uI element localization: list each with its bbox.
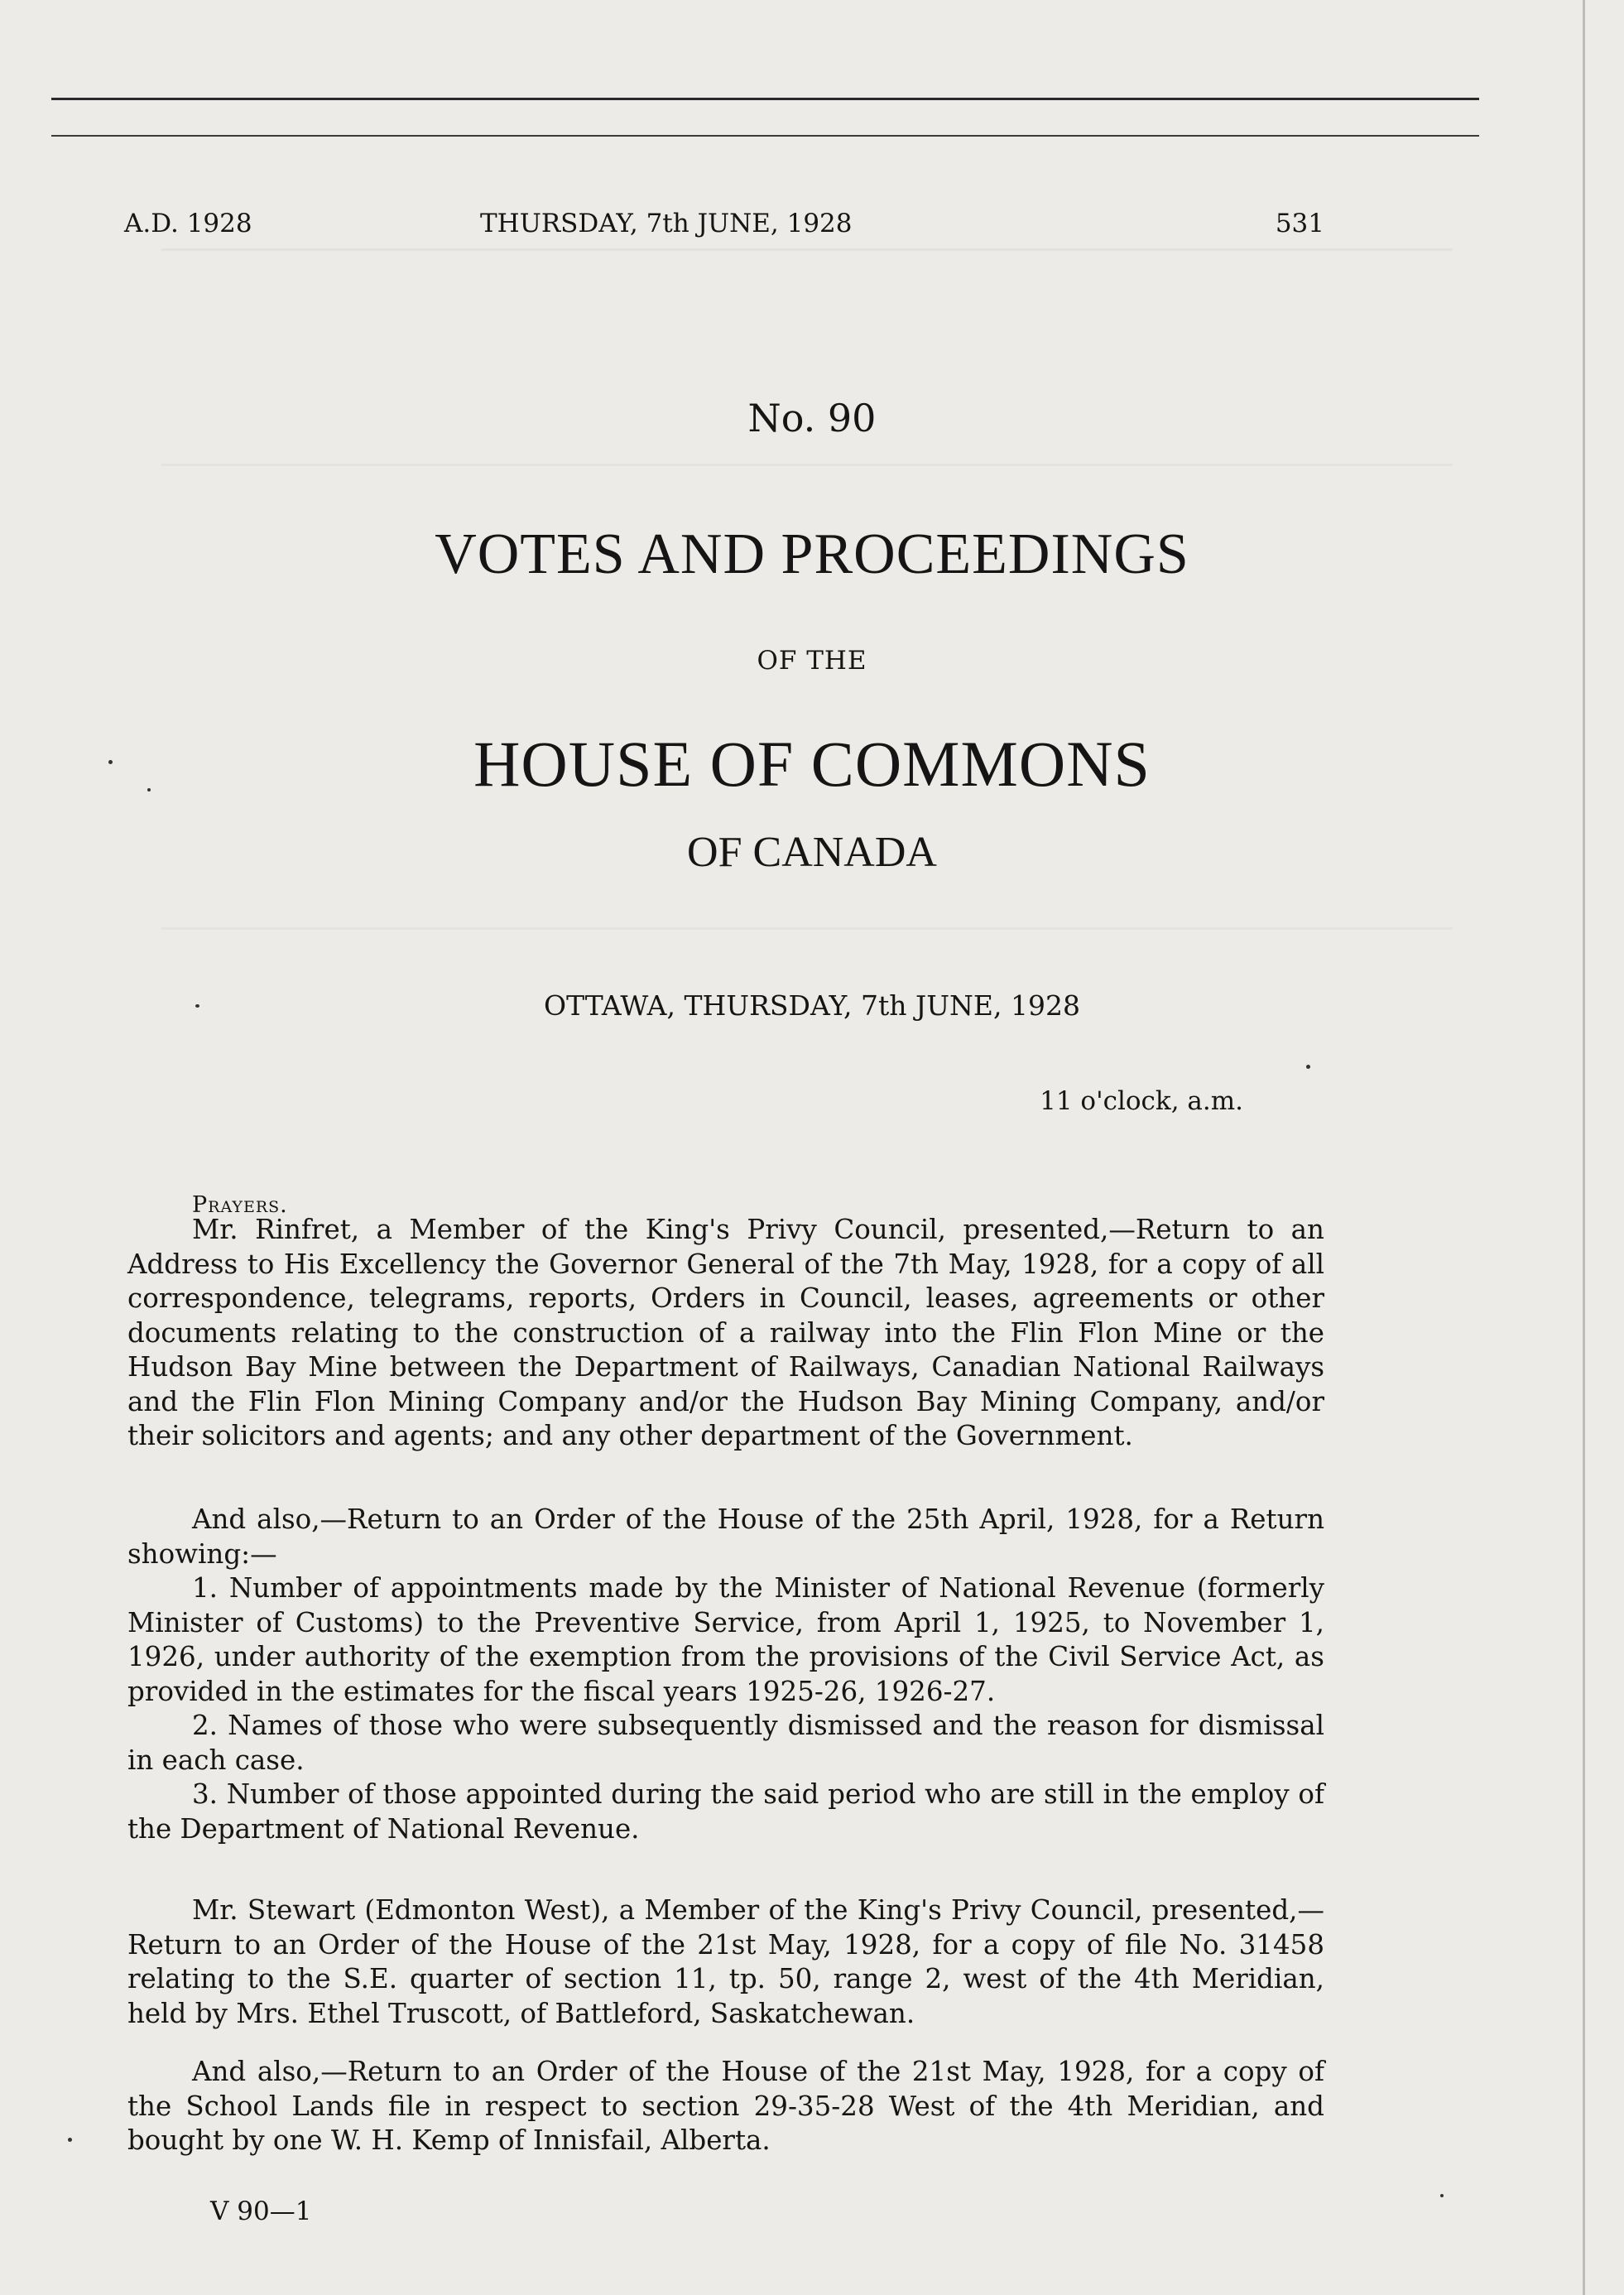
ink-speck	[147, 788, 151, 791]
title-house-of-commons: HOUSE OF COMMONS	[473, 728, 1151, 800]
top-rule	[51, 98, 1479, 100]
paragraph-stewart-return	[127, 1893, 1324, 2031]
ink-speck	[1306, 1065, 1310, 1069]
title-of-canada: OF CANADA	[687, 829, 937, 876]
bleed-through	[161, 464, 1453, 466]
paragraph-order-21st-may	[127, 2055, 1324, 2158]
paragraph-text: Mr. Rinfret, a Member of the King's Privy Council, presented,—Return to an Address to His Excellency the Governor General of the 7th May, 1928, for a copy of all correspondence, telegrams, reports, Orders in Council, leases, agreements or other documents relating to the construction of a railway into the Flin Flon Mine or the Hudson Bay Mine between the Department of Railways, Canadian National Railways and the Flin Flon Mining Company and/or the Hudson Bay Mining Company, and/or their solicitors and agents; and any other department of the Government.	[127, 1214, 1324, 1451]
bleed-through	[161, 927, 1453, 930]
ink-speck	[195, 1004, 199, 1008]
header-date: THURSDAY, 7th JUNE, 1928	[480, 209, 853, 238]
header-year: A.D. 1928	[124, 209, 252, 238]
paragraph-text: Mr. Stewart (Edmonton West), a Member of the King's Privy Council, presented,—Return to an Order of the House of the 21st May, 1928, for a copy of file No. 31458 relating to the S.E. quarter of section 11, tp. 50, range 2, west of the 4th Meridian, held by Mrs. Ethel Truscott, of Battleford, Saskatchewan.	[127, 1894, 1324, 2029]
signature-mark: V 90—1	[210, 2196, 312, 2226]
ink-speck	[1440, 2194, 1444, 2197]
dateline: OTTAWA, THURSDAY, 7th JUNE, 1928	[544, 989, 1080, 1022]
page-edge	[1583, 0, 1585, 2295]
ink-speck	[108, 760, 113, 764]
paragraph-text: And also,—Return to an Order of the House of the 21st May, 1928, for a copy of the School Lands file in respect to section 29-35-28 West of the 4th Meridian, and bought by one W. H. Kemp of Innisfail, Alberta.	[127, 2056, 1324, 2156]
running-header	[124, 209, 1324, 242]
list-item: 2. Names of those who were subsequently dismissed and the reason for dismissal in each case.	[127, 1710, 1324, 1776]
paragraph-order-25th-april	[127, 1503, 1324, 1846]
list-item: 3. Number of those appointed during the said period who are still in the employ of the Department of National Revenue.	[127, 1778, 1324, 1845]
issue-number: No. 90	[747, 396, 877, 440]
page-number: 531	[1275, 209, 1324, 238]
paragraph-rinfret-return	[127, 1213, 1324, 1454]
sitting-time: 11 o'clock, a.m.	[1040, 1086, 1243, 1116]
ink-speck	[68, 2138, 72, 2142]
prayers-heading: Prayers.	[192, 1192, 288, 1218]
title-votes-and-proceedings: VOTES AND PROCEEDINGS	[435, 522, 1189, 586]
paragraph-text: And also,—Return to an Order of the House of the 25th April, 1928, for a Return showing:—	[127, 1504, 1324, 1570]
top-rule-thin	[51, 135, 1479, 137]
bleed-through	[161, 248, 1453, 251]
list-item: 1. Number of appointments made by the Minister of National Revenue (formerly Minister of Customs) to the Preventive Service, from April 1, 1925, to November 1, 1926, under authority of the exemption from the provisions of the Civil Service Act, as provided in the estimates for the fiscal years 1925-26, 1926-27.	[127, 1572, 1324, 1707]
title-of-the: OF THE	[757, 646, 867, 676]
